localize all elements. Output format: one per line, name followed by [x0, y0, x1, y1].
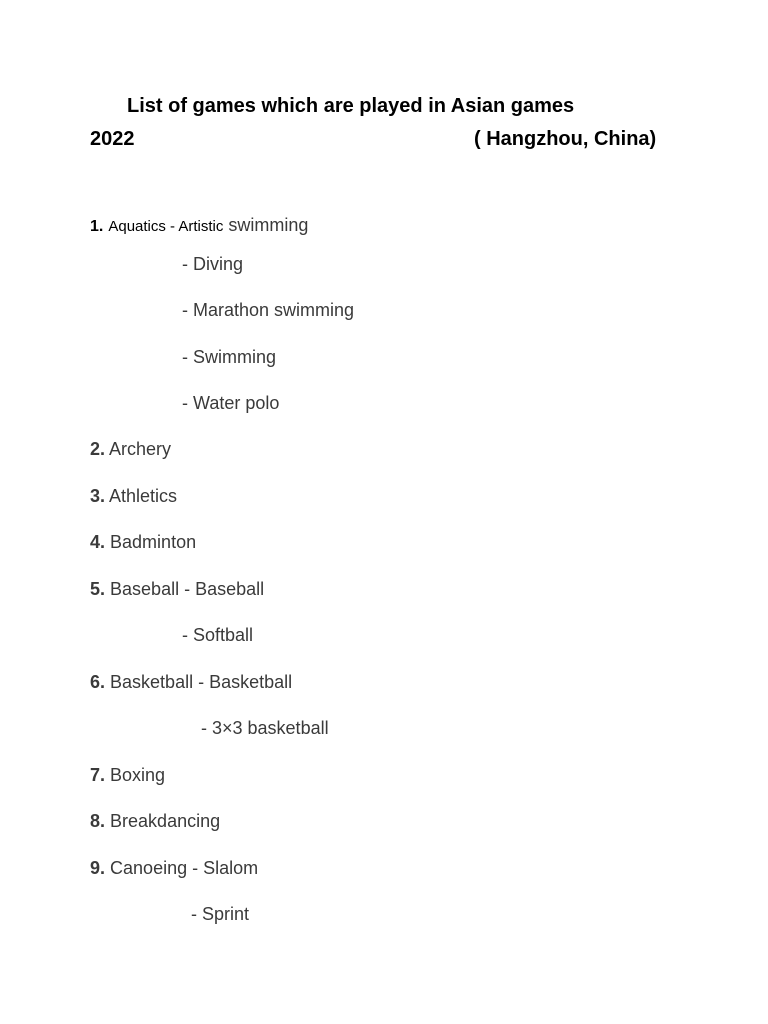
list-item-sub-first: swimming	[223, 215, 309, 235]
list-item-canoeing	[90, 857, 258, 879]
list-item-baseball	[90, 578, 264, 600]
list-item-archery	[90, 438, 171, 460]
list-item-text: Boxing	[110, 765, 166, 785]
list-item-number: 1.	[90, 218, 104, 235]
list-item-number: 9.	[90, 858, 106, 878]
list-item-category: Aquatics - Artistic	[108, 218, 224, 235]
document-title-year: 2022	[90, 128, 135, 150]
list-item-number: 6.	[90, 672, 106, 692]
list-subitem: - Marathon swimming	[182, 300, 355, 320]
list-item-aquatics	[90, 214, 308, 238]
list-subitem: - Water polo	[182, 393, 280, 413]
list-item-athletics	[90, 485, 177, 507]
list-subitem: - Sprint	[191, 904, 250, 924]
list-item-breakdancing	[90, 810, 220, 832]
document-title: List of games which are played in Asian games	[127, 95, 575, 117]
list-subitem: - Swimming	[182, 347, 277, 367]
list-item-text: Canoeing - Slalom	[110, 858, 259, 878]
list-item-number: 8.	[90, 811, 106, 831]
list-item-basketball	[90, 671, 292, 693]
list-item-badminton	[90, 531, 196, 553]
list-item-number: 3.	[90, 486, 106, 506]
list-item-number: 5.	[90, 579, 106, 599]
list-item-number: 4.	[90, 532, 106, 552]
list-subitem: - Diving	[182, 254, 244, 274]
list-item-text: Archery	[109, 439, 172, 459]
list-subitem: - 3×3 basketball	[201, 718, 329, 738]
list-item-text: Breakdancing	[110, 811, 221, 831]
list-item-number: 2.	[90, 439, 106, 459]
list-item-text: Basketball - Basketball	[110, 672, 293, 692]
list-item-text: Athletics	[109, 486, 178, 506]
list-subitem: - Softball	[182, 625, 254, 645]
document-title-location: ( Hangzhou, China)	[474, 128, 657, 150]
list-item-text: Baseball - Baseball	[110, 579, 265, 599]
list-item-boxing	[90, 764, 165, 786]
list-item-text: Badminton	[110, 532, 197, 552]
list-item-number: 7.	[90, 765, 106, 785]
